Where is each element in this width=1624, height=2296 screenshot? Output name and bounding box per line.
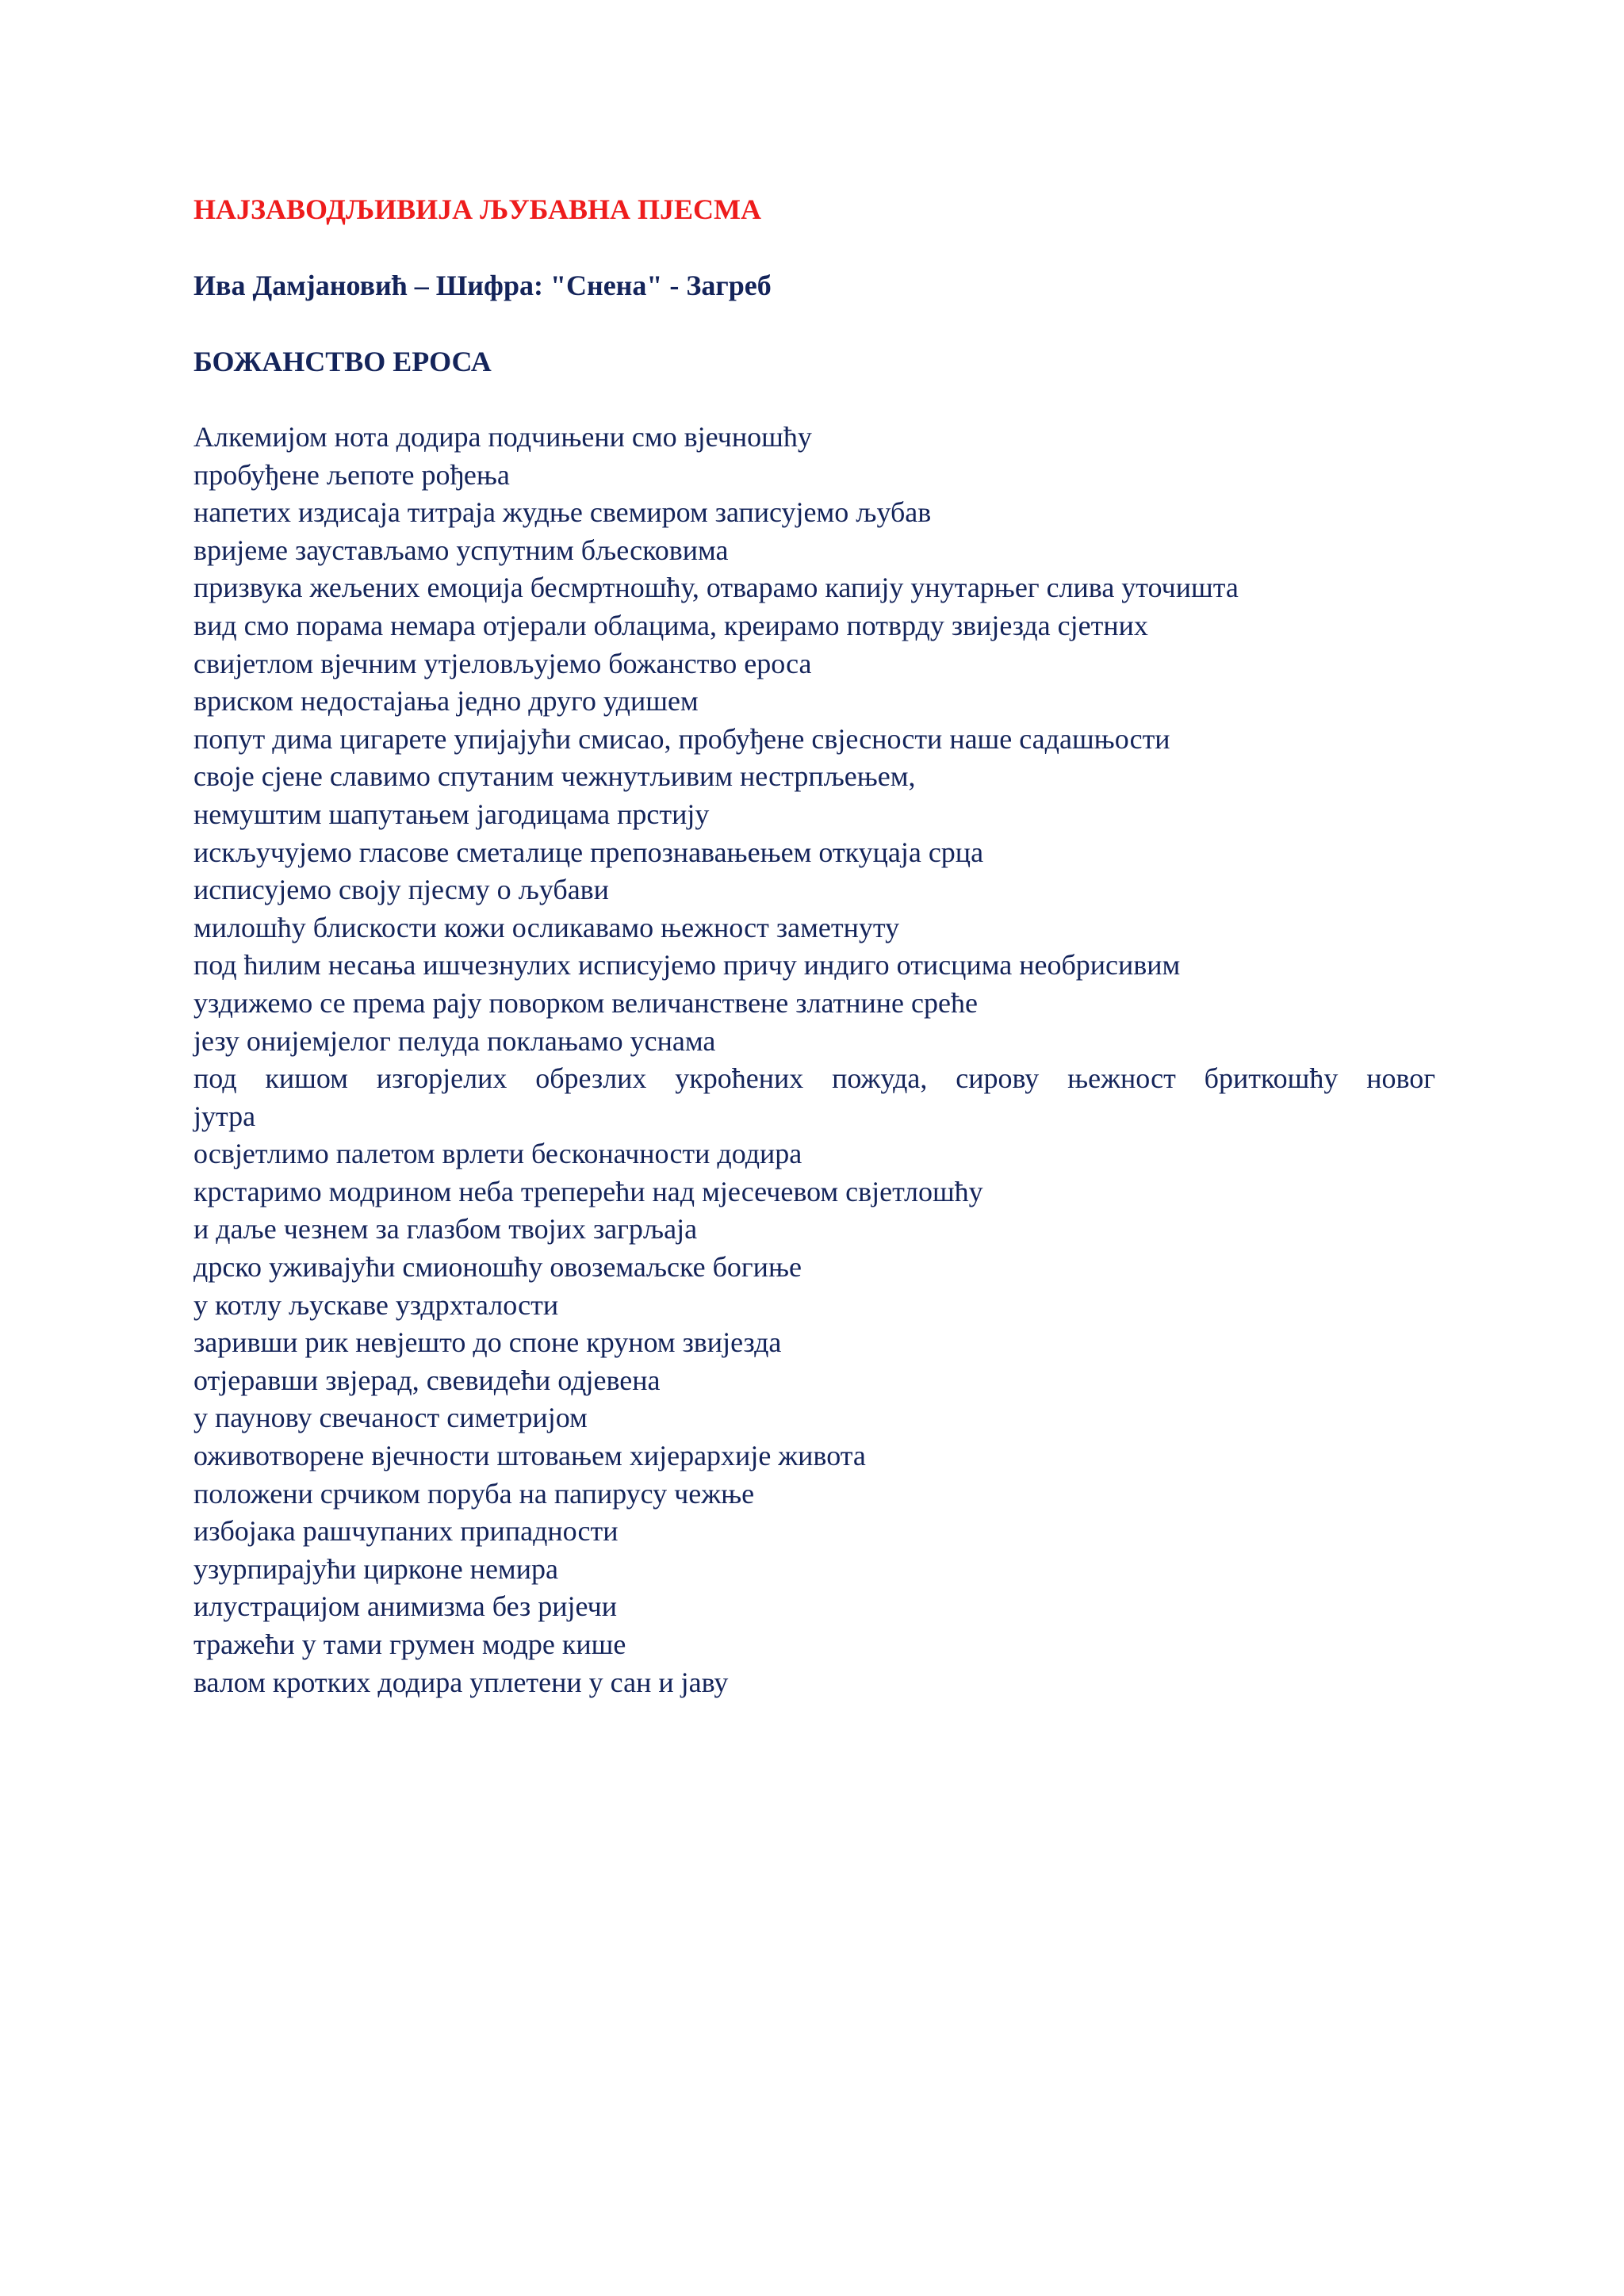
- document-page: [193, 190, 1478, 1701]
- poem-line: вриском недостајања једно друго удишем: [193, 685, 699, 718]
- poem-line: немуштим шапутањем јагодицама прстију: [193, 798, 710, 830]
- poem-title: БОЖАНСТВО ЕРОСА: [193, 346, 492, 377]
- poem-line: под ћилим несања ишчезнулих исписујемо причу индиго отисцима необрисивим: [193, 949, 1181, 982]
- poem-line: напетих издисаја титраја жудње свемиром записујемо љубав: [193, 496, 932, 529]
- document-title: НАЈЗАВОДЉИВИЈА ЉУБАВНА ПЈЕСМА: [193, 193, 761, 225]
- poem-line: крстаримо модрином неба треперећи над мјесечевом свјетлошћу: [193, 1175, 983, 1207]
- poem-line: исписујемо своју пјесму о љубави: [193, 874, 609, 906]
- poem-line: тражећи у тами грумен модре кише: [193, 1628, 626, 1660]
- author-line: Ива Дамјановић – Шифра: "Снена" - Загреб: [193, 270, 772, 301]
- poem-line: оживотворене вјечности штовањем хијерархије живота: [193, 1440, 866, 1472]
- poem-line: јутра: [193, 1100, 256, 1132]
- poem-line: призвука жељених емоција бесмртношћу, отварамо капију унутарњег слива уточишта: [193, 572, 1239, 604]
- poem-line: Алкемијом нота додира подчињени смо вјечношћу: [193, 421, 812, 453]
- poem-line: у паунову свечаност симетријом: [193, 1402, 588, 1434]
- poem-line: пробуђене љепоте рођења: [193, 458, 510, 491]
- poem-line: дрско уживајући смионошћу овоземаљске богиње: [193, 1251, 802, 1284]
- poem-line: у котлу љускаве уздрхталости: [193, 1288, 559, 1321]
- poem-line: искључујемо гласове сметалице препознавањењем откуцаја срца: [193, 836, 984, 868]
- poem-line: своје сјене славимо спутаним чежнутљивим нестрпљењем,: [193, 760, 916, 793]
- poem-line: и даље чезнем за глазбом твојих загрљаја: [193, 1213, 698, 1246]
- poem-line: под кишом изгорјелих обрезлих укроћених пожуда, сирову њежност бриткошћу новог: [193, 1062, 1435, 1095]
- poem-line: валом кротких додира уплетени у сан и јаву: [193, 1666, 729, 1698]
- poem-line: попут дима цигарете упијајући смисао, пробуђене свјесности наше садашњости: [193, 722, 1170, 755]
- poem-line: вид смо порама немара отјерали облацима, креирамо потврду звијезда сјетних: [193, 609, 1148, 641]
- poem-line: положени срчиком поруба на папирусу чежње: [193, 1477, 755, 1510]
- poem-line: свијетлом вјечним утјеловљујемо божанство ероса: [193, 647, 812, 679]
- poem-line: освјетлимо палетом врлети бесконачности додира: [193, 1138, 802, 1170]
- poem-line: уздижемо се према рају поворком величанствене златнине среће: [193, 986, 978, 1019]
- poem-line: илустрацијом анимизма без ријечи: [193, 1590, 617, 1623]
- poem-line: заривши рик невјешто до споне круном звијезда: [193, 1326, 782, 1359]
- poem-body: [193, 419, 1478, 1701]
- poem-line: отјеравши звјерад, свевидећи одјевена: [193, 1364, 661, 1396]
- poem-line: милошћу блискости кожи осликавамо њежност заметнуту: [193, 911, 900, 943]
- poem-line: узурпирајући цирконе немира: [193, 1552, 558, 1585]
- poem-line: језу онијемјелог пелуда поклањамо уснама: [193, 1024, 716, 1057]
- poem-line: вријеме заустављамо успутним бљесковима: [193, 534, 729, 566]
- poem-line: избојака рашчупаних припадности: [193, 1515, 619, 1548]
